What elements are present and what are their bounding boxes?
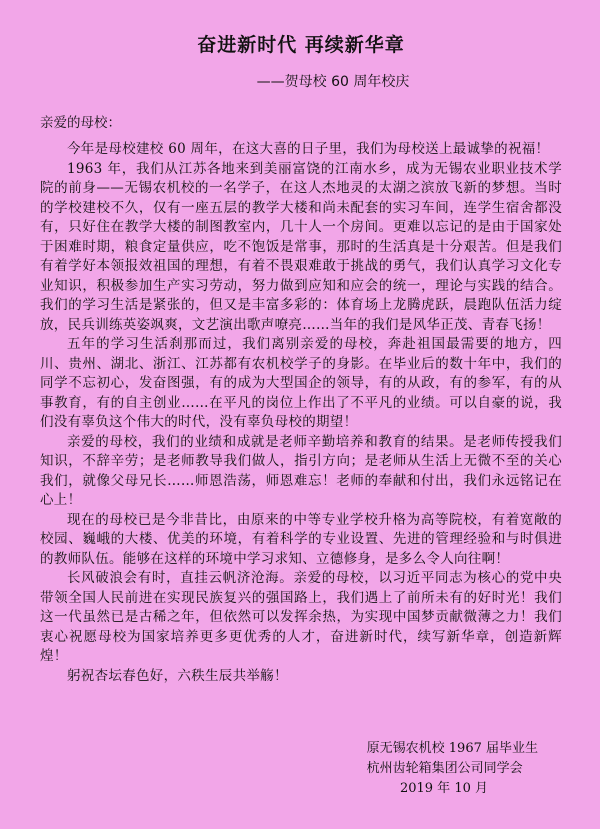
paragraph: 长风破浪会有时，直挂云帆济沧海。亲爱的母校，以习近平同志为核心的党中央带领全国人民前进在实现民族复兴的强国路上，我们遇上了前所未有的好时光！我们这一代虽然已是古稀之年，但依然可以发挥余热，为实现中国梦贡献微薄之力！我们衷心祝愿母校为国家培养更多更优秀的人才，奋进新时代，续写新华章，创造新辉煌！ bbox=[40, 570, 562, 664]
paragraph: 亲爱的母校，我们的业绩和成就是老师辛勤培养和教育的结果。是老师传授我们知识，不辞辛劳；是老师教导我们做人，指引方向；是老师从生活上无微不至的关心我们，就像父母兄长……师恩浩荡，师恩难忘！老师的奉献和付出，我们永远铭记在心上！ bbox=[40, 433, 562, 508]
signature-line-1: 原无锡农机校 1967 届毕业生 bbox=[366, 741, 538, 756]
letter-subtitle: ——贺母校 60 周年校庆 bbox=[256, 74, 410, 90]
salutation: 亲爱的母校： bbox=[40, 115, 121, 131]
paragraph: 现在的母校已是今非昔比，由原来的中等专业学校升格为高等院校，有着宽敞的校园、巍峨的大楼、优美的环境，有着科学的专业设置、先进的管理经验和与时俱进的教师队伍。能够在这样的环境中学习求知、立德修身，是多么令人向往啊！ bbox=[40, 511, 562, 567]
signature-date: 2019 年 10 月 bbox=[399, 781, 488, 796]
paragraph: 1963 年，我们从江苏各地来到美丽富饶的江南水乡，成为无锡农业职业技术学院的前身——无锡农机校的一名学子，在这人杰地灵的太湖之滨放飞新的梦想。当时的学校建校不久，仅有一座五层的教学大楼和尚未配套的实习车间，连学生宿舍都没有，只好住在教学大楼的制图教室内，几十人一个房间。更难以忘记的是由于国家处于困难时期，粮食定量供应，吃不饱饭是常事，那时的生活真是十分艰苦。但是我们有着学好本领报效祖国的理想，有着不畏艰难敢于挑战的勇气，我们认真学习文化专业知识，积极参加生产实习劳动，努力做到应知和应会的统一，理论与实践的结合。我们的学习生活是紧张的，但又是丰富多彩的：体育场上龙腾虎跃，晨跑队伍活力绽放，民兵训练英姿飒爽，文艺演出歌声嘹亮……当年的我们是风华正茂、青春飞扬！ bbox=[40, 160, 562, 333]
signature-line-2: 杭州齿轮箱集团公司同学会 bbox=[366, 761, 523, 776]
letter-title: 奋进新时代 再续新华章 bbox=[197, 34, 405, 56]
signature-block bbox=[367, 739, 538, 799]
letter-body bbox=[40, 140, 562, 686]
paragraph: 今年是母校建校 60 周年，在这大喜的日子里，我们为母校送上最诚挚的祝福！ bbox=[67, 141, 550, 157]
paragraph: 五年的学习生活刹那而过，我们离别亲爱的母校，奔赴祖国最需要的地方，四川、贵州、湖北、浙江、江苏都有农机校学子的身影。在毕业后的数十年中，我们的同学不忘初心，发奋图强，有的成为大型国企的领导，有的从政，有的参军，有的从事教育，有的自主创业……在平凡的岗位上作出了不平凡的业绩。可以自豪的说，我们没有辜负这个伟大的时代，没有辜负母校的期望！ bbox=[40, 336, 562, 430]
paragraph: 躬祝杏坛春色好，六秩生辰共举觞！ bbox=[67, 667, 288, 684]
